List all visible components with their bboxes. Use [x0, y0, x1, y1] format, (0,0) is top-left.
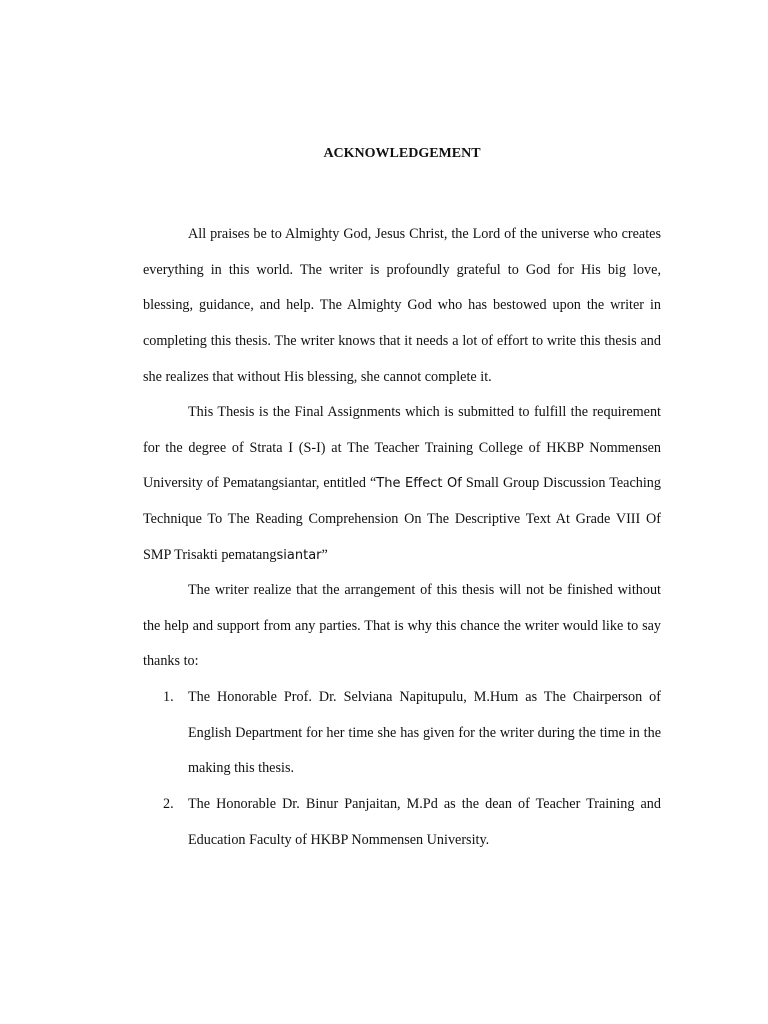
paragraph-praise: All praises be to Almighty God, Jesus Christ, the Lord of the universe who creates everything in this world. The writer is profoundly grateful to God for His big love, blessing, guidance, and help. The Almighty God who has bestowed upon the writer in completing this thesis. The writer knows that it needs a lot of effort to write this thesis and she realizes that without His blessing, she cannot complete it.	[143, 226, 661, 385]
paragraph-thanks-intro: The writer realize that the arrangement of this thesis will not be finished without the help and support from any parties. That is why this chance the writer would like to say thanks to:	[143, 582, 661, 670]
paragraph-thesis-statement	[143, 395, 661, 574]
closing-quote: ”	[321, 546, 328, 563]
page-title: ACKNOWLEDGEMENT	[323, 146, 481, 161]
thesis-title-end-part: siantar	[276, 547, 322, 563]
list-item-number: 1.	[163, 689, 174, 705]
list-item-text: The Honorable Prof. Dr. Selviana Napitupulu, M.Hum as The Chairperson of English Department for her time she has given for the writer during the time in the making this thesis.	[188, 689, 661, 777]
list-item-number: 2.	[163, 796, 174, 812]
list-item-text: The Honorable Dr. Binur Panjaitan, M.Pd as the dean of Teacher Training and Education Faculty of HKBP Nommensen University.	[188, 796, 661, 848]
thesis-title-sans-part: The Effect Of	[376, 476, 462, 492]
thesis-title-main-part: Small Group Discussion Teaching Technique To The Reading Comprehension On The Descriptive Text At Grade VIII Of SMP Trisakti pematang	[143, 475, 661, 563]
paragraph-thesis-lead: This Thesis is the Final Assignments which is submitted to fulfill the requirement for the degree of Strata I (S-I) at The Teacher Training College of HKBP Nommensen University of Pematangsiantar, entitled “	[143, 404, 661, 492]
